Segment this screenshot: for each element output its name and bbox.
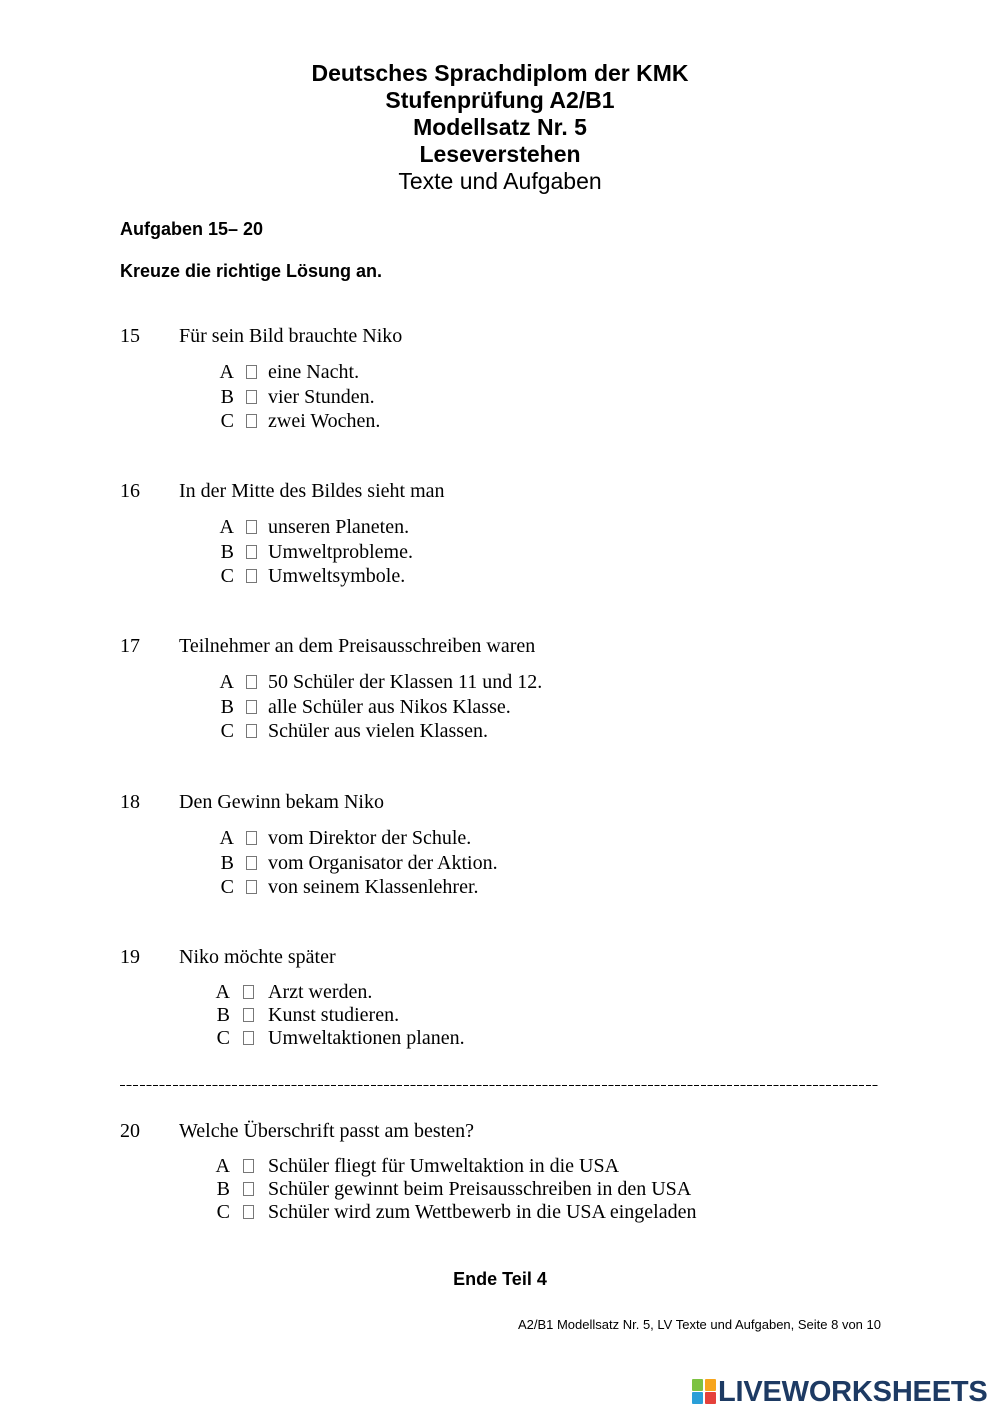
option-text: Schüler gewinnt beim Preisausschreiben in den USA [268,1177,692,1200]
empty-checkbox-icon[interactable] [243,1008,254,1022]
document-header [0,60,1000,195]
question-text: Niko möchte später [179,946,336,968]
empty-checkbox-icon[interactable] [246,724,257,738]
document-subtitle: Texte und Aufgaben [398,168,602,194]
option-list [0,360,1000,434]
exam-name: Stufenprüfung A2/B1 [385,87,615,113]
empty-checkbox-icon[interactable] [246,390,257,404]
option-c [0,1027,1000,1050]
option-a [0,981,1000,1004]
option-a [0,360,1000,385]
option-b [0,1004,1000,1027]
option-text: alle Schüler aus Nikos Klasse. [268,695,511,718]
empty-checkbox-icon[interactable] [243,1031,254,1045]
option-letter: C [220,720,234,742]
option-text: Arzt werden. [268,980,373,1003]
document-title: Deutsches Sprachdiplom der KMK [311,60,689,86]
option-text: eine Nacht. [268,361,360,383]
question-line [0,479,1000,503]
skill-title: Leseverstehen [419,141,581,167]
empty-checkbox-icon[interactable] [246,520,257,534]
option-text: Umweltprobleme. [268,540,413,563]
option-letter: C [220,565,234,587]
question-number: 18 [120,791,140,813]
option-letter: B [216,1003,230,1026]
empty-checkbox-icon[interactable] [246,831,257,845]
question-line [0,634,1000,658]
question-text: In der Mitte des Bildes sieht man [179,480,445,502]
option-text: zwei Wochen. [268,410,381,432]
option-b [0,695,1000,720]
empty-checkbox-icon[interactable] [243,1182,254,1196]
empty-checkbox-icon[interactable] [246,545,257,559]
question-number: 15 [120,325,140,347]
option-text: Umweltaktionen planen. [268,1026,465,1049]
option-a [0,1155,1000,1178]
question-number: 20 [120,1120,140,1142]
option-a [0,670,1000,695]
option-letter: B [220,851,234,874]
option-letter: B [220,540,234,563]
option-text: Schüler fliegt für Umweltaktion in die USA [268,1154,620,1177]
option-letter: A [215,980,230,1003]
logo-square [705,1379,716,1391]
empty-checkbox-icon[interactable] [246,880,257,894]
question-18 [0,790,1000,900]
empty-checkbox-icon[interactable] [246,700,257,714]
option-c [0,1201,1000,1224]
empty-checkbox-icon[interactable] [246,569,257,583]
option-letter: C [220,876,234,898]
option-letter: A [219,827,234,849]
option-text: Schüler aus vielen Klassen. [268,720,488,742]
logo-square [692,1392,703,1404]
option-letter: C [216,1200,230,1223]
question-text: Den Gewinn bekam Niko [179,791,384,813]
option-letter: B [220,695,234,718]
question-line [0,945,1000,969]
option-a [0,826,1000,851]
option-letter: A [215,1154,230,1177]
question-19 [0,945,1000,1050]
question-line [0,790,1000,814]
option-text: Schüler wird zum Wettbewerb in die USA eingeladen [268,1200,697,1223]
option-list [0,826,1000,900]
option-list [0,515,1000,589]
option-letter: A [219,516,234,538]
option-text: vom Direktor der Schule. [268,827,472,849]
option-b [0,851,1000,876]
option-letter: B [216,1177,230,1200]
question-line [0,1119,1000,1143]
option-list [0,1155,1000,1224]
question-number: 17 [120,635,140,657]
option-c [0,719,1000,744]
option-text: Umweltsymbole. [268,565,406,587]
option-c [0,564,1000,589]
question-text: Teilnehmer an dem Preisausschreiben waren [179,635,536,657]
question-17 [0,634,1000,744]
question-20 [0,1119,1000,1224]
section-title: Aufgaben 15– 20 [120,219,264,239]
question-15 [0,324,1000,434]
option-c [0,409,1000,434]
empty-checkbox-icon[interactable] [246,856,257,870]
option-list [0,981,1000,1050]
option-text: Kunst studieren. [268,1003,400,1026]
option-b [0,1178,1000,1201]
logo-square [692,1379,703,1391]
model-set: Modellsatz Nr. 5 [413,114,587,140]
option-b [0,385,1000,410]
liveworksheets-logo-icon [692,1379,716,1404]
option-a [0,515,1000,540]
empty-checkbox-icon[interactable] [246,365,257,379]
question-16 [0,479,1000,589]
option-letter: C [216,1026,230,1049]
option-letter: A [219,361,234,383]
option-text: vom Organisator der Aktion. [268,851,498,874]
option-list [0,670,1000,744]
option-text: unseren Planeten. [268,516,410,538]
option-text: von seinem Klassenlehrer. [268,876,479,898]
dashed-separator [120,1085,878,1086]
task-instruction: Kreuze die richtige Lösung an. [120,261,383,281]
empty-checkbox-icon[interactable] [243,1205,254,1219]
option-letter: C [220,410,234,432]
question-number: 16 [120,480,140,502]
option-b [0,540,1000,565]
option-letter: B [220,385,234,408]
question-text: Welche Überschrift passt am besten? [179,1120,474,1142]
logo-square [705,1392,716,1404]
option-letter: A [219,671,234,693]
empty-checkbox-icon[interactable] [243,1159,254,1173]
end-of-part-label: Ende Teil 4 [453,1269,547,1289]
question-line [0,324,1000,348]
empty-checkbox-icon[interactable] [246,675,257,689]
question-number: 19 [120,946,140,968]
brand-wordmark: LIVEWORKSHEETS [718,1376,988,1408]
option-text: vier Stunden. [268,385,375,408]
page-footer: A2/B1 Modellsatz Nr. 5, LV Texte und Aufgaben, Seite 8 von 10 [517,1317,881,1332]
empty-checkbox-icon[interactable] [246,414,257,428]
option-text: 50 Schüler der Klassen 11 und 12. [268,671,543,693]
question-text: Für sein Bild brauchte Niko [179,325,403,347]
option-c [0,875,1000,900]
empty-checkbox-icon[interactable] [243,985,254,999]
